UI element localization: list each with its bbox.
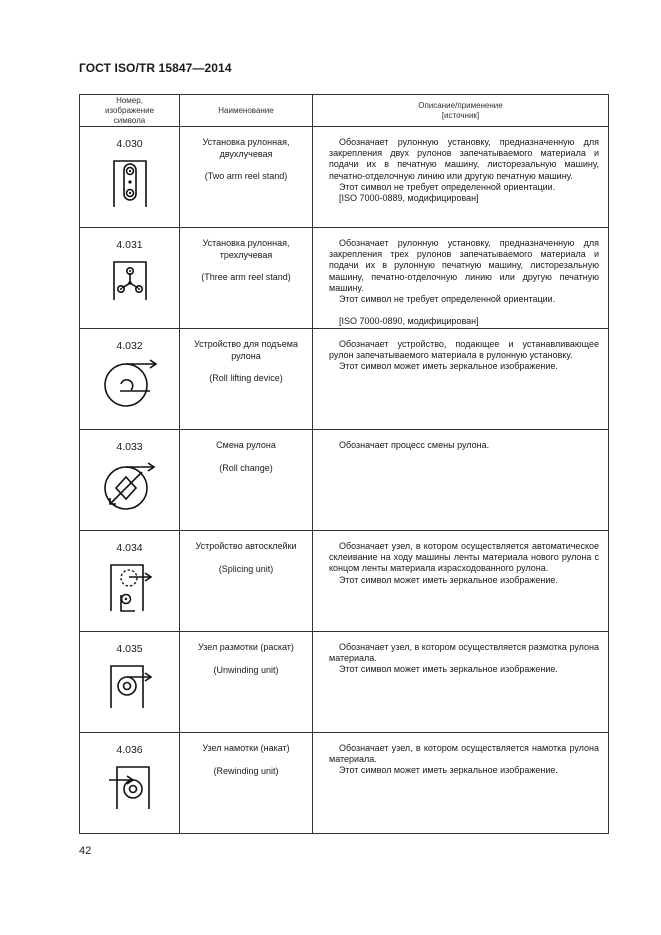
table-row: [80, 228, 609, 329]
symbol-cell: [80, 733, 180, 834]
name-cell: [180, 632, 313, 733]
symbol-cell: [80, 531, 180, 632]
symbol-code: 4.031: [116, 239, 143, 251]
name-cell: [180, 531, 313, 632]
rewinding-unit-icon: [107, 763, 153, 811]
name-cell: [180, 733, 313, 834]
description-cell: [313, 329, 609, 430]
name-ru: Устройство автосклейки: [195, 541, 297, 551]
name-ru: Смена рулона: [216, 440, 276, 450]
description-text: Этот символ может иметь зеркальное изображение.: [339, 361, 558, 372]
name-en: (Rewinding unit): [213, 765, 279, 776]
symbol-cell: [80, 430, 180, 531]
table-row: [80, 733, 609, 834]
symbol-code: 4.033: [116, 441, 143, 453]
description-cell: [313, 430, 609, 531]
name-cell: [180, 127, 313, 228]
name-en: (Two arm reel stand): [204, 171, 288, 181]
name-ru: Установка рулонная, трехлучевая: [202, 238, 290, 260]
table-row: [80, 632, 609, 733]
roll-change-icon: [102, 460, 158, 512]
two-arm-reel-stand-icon: [110, 157, 150, 209]
description-text: Этот символ может иметь зеркальное изображение.: [339, 664, 558, 675]
symbol-code: 4.036: [116, 744, 143, 756]
symbol-code: 4.034: [116, 542, 143, 554]
description-text: Обозначает узел, в котором осуществляется размотка рулона материала.: [329, 642, 599, 664]
name-en: (Splicing unit): [218, 563, 274, 574]
description-text: Этот символ не требует определенной ориентации.: [339, 294, 556, 305]
three-arm-reel-stand-icon: [110, 258, 150, 302]
description-text: Обозначает рулонную установку, предназначенную для закрепления трех рулонов запечатываемого материала и подачи их в рулонную печатную машину, листорезальную машину, печатно-отделочную линию или другую печатную машину.: [329, 238, 599, 293]
description-text: Этот символ не требует определенной ориентации.: [339, 181, 556, 192]
symbol-cell: [80, 127, 180, 228]
symbol-code: 4.032: [116, 340, 143, 352]
description-text: Этот символ может иметь зеркальное изображение.: [339, 574, 558, 585]
description-text: Обозначает узел, в котором осуществляется намотка рулона материала.: [329, 743, 599, 765]
header-description: [313, 95, 609, 127]
header-source-label: [источник]: [441, 110, 480, 120]
table-row: [80, 329, 609, 430]
table-row: [80, 531, 609, 632]
page-number: 42: [79, 845, 92, 857]
name-en: (Three arm reel stand): [201, 272, 291, 282]
header-description-label: Описание/применение: [418, 100, 503, 110]
symbols-table: [79, 94, 609, 834]
symbol-code: 4.035: [116, 643, 143, 655]
description-text: Обозначает узел, в котором осуществляется автоматическое склеивание на ходу машины ленты материала нового рулона с концом ленты материала израсходованного рулона.: [329, 541, 599, 574]
roll-lifting-device-icon: [100, 359, 160, 409]
table-row: [80, 127, 609, 228]
header-number: Номер, изображение символа: [80, 95, 180, 127]
name-cell: [180, 430, 313, 531]
name-ru: Узел размотки (раскат): [198, 642, 294, 652]
description-cell: [313, 127, 609, 228]
symbol-cell: [80, 228, 180, 329]
table-row: [80, 430, 609, 531]
name-en: (Roll lifting device): [209, 373, 283, 383]
name-en: (Roll change): [219, 462, 273, 473]
unwinding-unit-icon: [107, 662, 153, 710]
source-reference: [ISO 7000-0890, модифицирован]: [339, 316, 479, 327]
name-ru: Устройство для подъема рулона: [193, 339, 299, 361]
table-header-row: [80, 95, 609, 127]
description-cell: [313, 733, 609, 834]
description-cell: [313, 531, 609, 632]
symbol-cell: [80, 632, 180, 733]
name-cell: [180, 228, 313, 329]
description-cell: [313, 632, 609, 733]
name-cell: [180, 329, 313, 430]
symbol-cell: [80, 329, 180, 430]
name-en: (Unwinding unit): [213, 664, 279, 675]
document-header: ГОСТ ISO/TR 15847—2014: [79, 61, 232, 75]
description-text: Обозначает рулонную установку, предназначенную для закрепления двух рулонов запечатываемого материала и подачи их в печатную машину, листорезальную машину, печатно-отделочную линию или другую печатную машину.: [329, 137, 599, 181]
description-text: Обозначает устройство, подающее и устанавливающее рулон запечатываемого материала в рулонную установку.: [329, 339, 599, 361]
name-ru: Узел намотки (накат): [202, 743, 290, 753]
header-name: Наименование: [180, 95, 313, 127]
description-text: Этот символ может иметь зеркальное изображение.: [339, 765, 558, 776]
splicing-unit-icon: [107, 561, 153, 613]
name-ru: Установка рулонная, двухлучевая: [202, 137, 290, 159]
description-text: Обозначает процесс смены рулона.: [339, 440, 490, 450]
description-cell: [313, 228, 609, 329]
symbol-code: 4.030: [116, 138, 143, 150]
source-reference: [ISO 7000-0889, модифицирован]: [339, 193, 479, 204]
